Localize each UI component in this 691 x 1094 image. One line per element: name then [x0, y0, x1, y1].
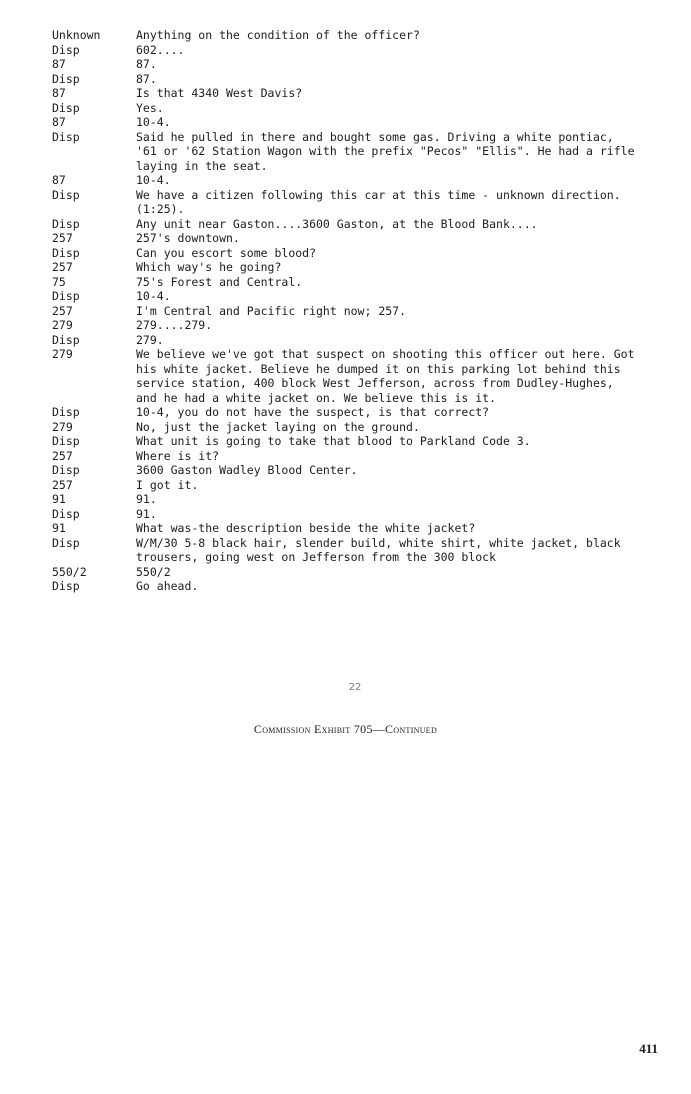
message-text: Said he pulled in there and bought some gas. Driving a white pontiac, '61 or '62 Station Wagon with the prefix "Pecos" "Ellis". He had a rifle laying in the seat.: [136, 129, 635, 173]
speaker-label: Disp: [52, 129, 80, 144]
speaker-label: Disp: [52, 42, 80, 57]
transcript-entry: [52, 173, 652, 188]
transcript-entry: [52, 420, 652, 435]
transcript-entry: [52, 565, 652, 580]
speaker-label: 257: [52, 231, 73, 245]
message-text: 75's Forest and Central.: [136, 274, 303, 289]
message-text: 257's downtown.: [136, 231, 240, 245]
transcript-entry: [52, 289, 652, 304]
message-text: 10-4.: [136, 173, 171, 187]
message-text: 87.: [136, 71, 157, 86]
speaker-label: 279: [52, 318, 73, 332]
speaker-label: Disp: [52, 100, 80, 115]
message-text: 3600 Gaston Wadley Blood Center.: [136, 463, 358, 477]
message-text: Anything on the condition of the officer?: [136, 28, 420, 42]
message-text: 602....: [136, 42, 185, 57]
speaker-label: Disp: [52, 535, 80, 550]
speaker-label: 257: [52, 303, 73, 318]
transcript-entry: [52, 115, 652, 130]
transcript-entry: [52, 333, 652, 348]
transcript-entry: [52, 231, 652, 246]
speaker-label: 279: [52, 347, 73, 361]
message-text: Can you escort some blood?: [136, 245, 317, 260]
message-text: I got it.: [136, 477, 199, 492]
message-text: No, just the jacket laying on the ground.: [136, 419, 420, 434]
speaker-label: 87: [52, 86, 66, 100]
transcript-entry: [52, 130, 652, 174]
speaker-label: Disp: [52, 245, 80, 260]
speaker-label: Disp: [52, 187, 80, 202]
message-text: Is that 4340 West Davis?: [136, 86, 303, 100]
transcript-entry: [52, 507, 652, 522]
message-text: 550/2: [136, 564, 171, 579]
message-text: What was-the description beside the white jacket?: [136, 521, 476, 535]
transcript-entry: [52, 463, 652, 478]
message-text: 279.: [136, 332, 164, 347]
message-text: We believe we've got that suspect on shooting this officer out here. Got his white jacket. Believe he dumped it on this parking lot behind this service station, 400 block West Jefferson, across from Dudley-Hughes, and he had a white jacket on. We believe this is it.: [136, 347, 635, 405]
transcript-entry: [52, 434, 652, 449]
transcript-entry: [52, 260, 652, 275]
speaker-label: Disp: [52, 405, 80, 419]
transcript-entry: [52, 246, 652, 261]
message-text: Which way's he going?: [136, 260, 282, 274]
transcript-entry: [52, 43, 652, 58]
speaker-label: 257: [52, 448, 73, 463]
exhibit-caption: Commission Exhibit 705—Continued: [253, 722, 438, 736]
speaker-label: 257: [52, 477, 73, 492]
transcript-entry: [52, 492, 652, 507]
speaker-label: 91: [52, 521, 66, 535]
speaker-label: 87: [52, 115, 66, 129]
message-text: 10-4, you do not have the suspect, is that correct?: [136, 405, 490, 419]
transcript: [52, 28, 652, 594]
transcript-entry: [52, 57, 652, 72]
message-text: We have a citizen following this car at this time - unknown direction. (1:25).: [136, 187, 621, 216]
speaker-label: 87: [52, 173, 66, 187]
speaker-label: Disp: [52, 71, 80, 86]
speaker-label: 75: [52, 274, 66, 289]
transcript-entry: [52, 449, 652, 464]
transcript-entry: [52, 28, 652, 43]
speaker-label: 257: [52, 260, 73, 274]
speaker-label: Disp: [52, 463, 80, 477]
message-text: 91.: [136, 506, 157, 521]
speaker-label: Unknown: [52, 28, 101, 42]
speaker-label: Disp: [52, 332, 80, 347]
transcript-entry: [52, 217, 652, 232]
message-text: 91.: [136, 492, 157, 506]
transcript-entry: [52, 188, 652, 217]
transcript-entry: [52, 521, 652, 536]
transcript-entry: [52, 347, 652, 405]
message-text: 10-4.: [136, 289, 171, 303]
speaker-label: Disp: [52, 434, 80, 448]
page-mark: 22: [348, 682, 362, 693]
speaker-label: Disp: [52, 289, 80, 303]
transcript-entry: [52, 536, 652, 565]
message-text: Any unit near Gaston....3600 Gaston, at the Blood Bank....: [136, 216, 538, 231]
message-text: 10-4.: [136, 115, 171, 129]
speaker-label: 279: [52, 419, 73, 434]
message-text: I'm Central and Pacific right now; 257.: [136, 303, 407, 318]
message-text: Go ahead.: [136, 579, 199, 593]
transcript-entry: [52, 405, 652, 420]
transcript-entry: [52, 275, 652, 290]
speaker-label: 91: [52, 492, 66, 506]
message-text: 279....279.: [136, 318, 213, 332]
message-text: Where is it?: [136, 448, 220, 463]
speaker-label: Disp: [52, 506, 80, 521]
message-text: 87.: [136, 57, 157, 71]
page-number: 411: [639, 1041, 658, 1056]
speaker-label: 550/2: [52, 564, 87, 579]
transcript-entry: [52, 86, 652, 101]
message-text: What unit is going to take that blood to Parkland Code 3.: [136, 434, 531, 448]
transcript-entry: [52, 304, 652, 319]
speaker-label: 87: [52, 57, 66, 71]
message-text: Yes.: [136, 100, 164, 115]
transcript-entry: [52, 478, 652, 493]
transcript-entry: [52, 579, 652, 594]
transcript-entry: [52, 72, 652, 87]
transcript-entry: [52, 318, 652, 333]
speaker-label: Disp: [52, 579, 80, 593]
message-text: W/M/30 5-8 black hair, slender build, white shirt, white jacket, black trousers, going west on Jefferson from the 300 block: [136, 535, 621, 564]
speaker-label: Disp: [52, 216, 80, 231]
transcript-entry: [52, 101, 652, 116]
